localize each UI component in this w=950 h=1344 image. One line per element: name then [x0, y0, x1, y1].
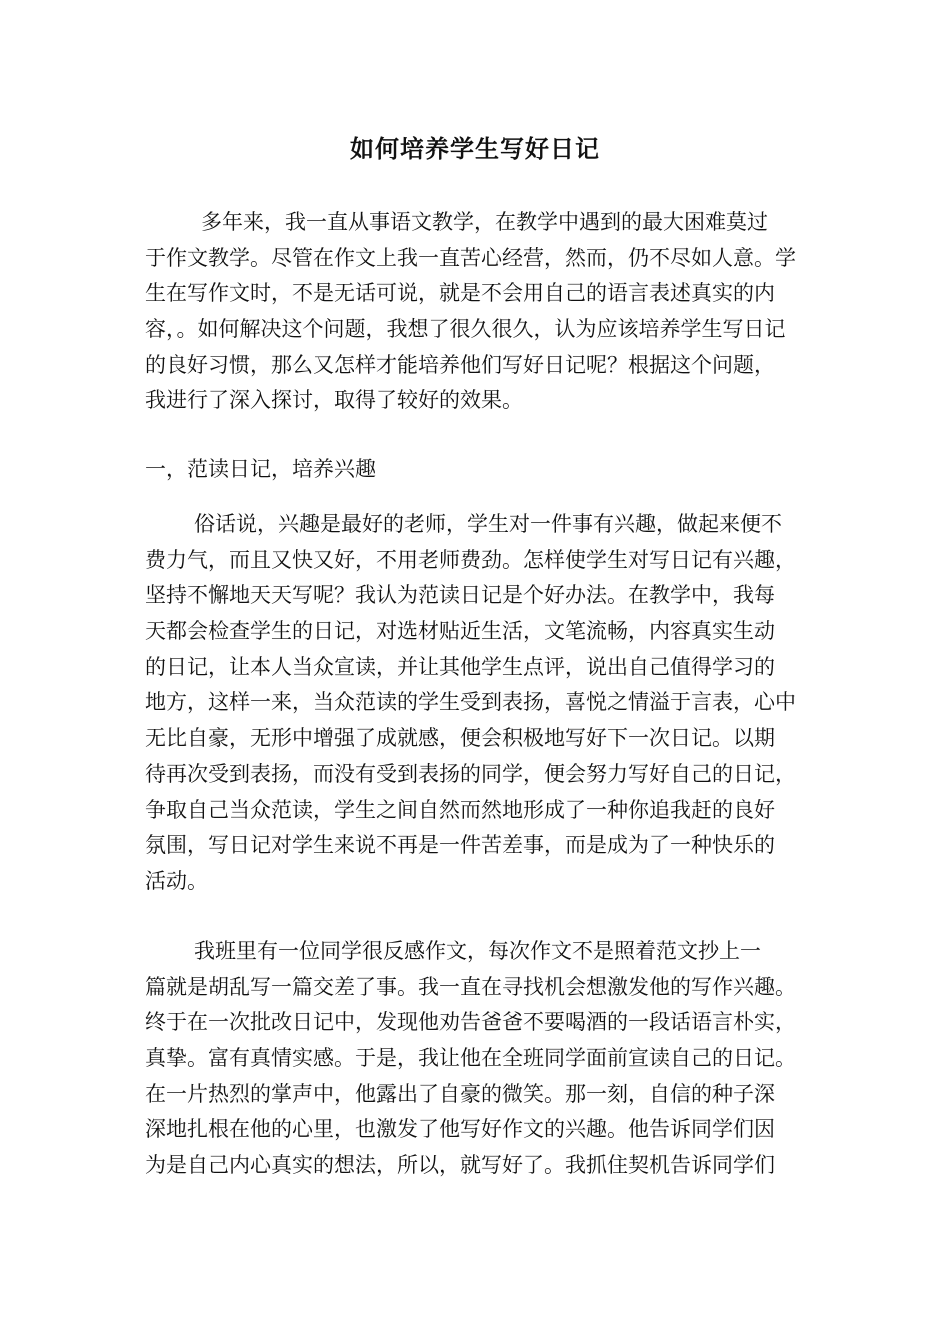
text-line: 真挚。富有真情实感。于是，我让他在全班同学面前宣读自己的日记。 [145, 1046, 796, 1071]
text-line: 生在写作文时，不是无话可说，就是不会用自己的语言表述真实的内 [145, 281, 775, 306]
document-title: 如何培养学生写好日记 [350, 134, 600, 163]
text-line: 篇就是胡乱写一篇交差了事。我一直在寻找机会想激发他的写作兴趣。 [145, 974, 796, 999]
text-line: 坚持不懈地天天写呢？我认为范读日记是个好办法。在教学中，我每 [145, 583, 775, 608]
body-paragraph-1 [145, 507, 817, 900]
body-paragraph-2 [145, 934, 817, 1184]
text-line: 天都会检查学生的日记，对选材贴近生活，文笔流畅，内容真实生动 [145, 619, 775, 644]
text-line: 俗话说，兴趣是最好的老师，学生对一件事有兴趣，做起来便不 [194, 512, 782, 536]
text-line: 的良好习惯，那么又怎样才能培养他们写好日记呢？根据这个问题， [145, 352, 775, 377]
text-line: 无比自豪，无形中增强了成就感，便会积极地写好下一次日记。以期 [145, 726, 775, 751]
text-line: 为是自己内心真实的想法，所以，就写好了。我抓住契机告诉同学们 [145, 1153, 775, 1178]
text-line: 的日记，让本人当众宣读，并让其他学生点评，说出自己值得学习的 [145, 654, 775, 679]
text-line: 活动。 [145, 868, 208, 893]
text-line: 我进行了深入探讨，取得了较好的效果。 [145, 388, 523, 413]
text-line: 在一片热烈的掌声中，他露出了自豪的微笑。那一刻，自信的种子深 [145, 1081, 775, 1106]
text-line: 费力气，而且又快又好，不用老师费劲。怎样使学生对写日记有兴趣， [145, 547, 796, 572]
text-line: 容，。如何解决这个问题，我想了很久很久，认为应该培养学生写日记 [145, 317, 786, 342]
text-line: 争取自己当众范读，学生之间自然而然地形成了一种你追我赶的良好 [145, 797, 775, 822]
text-line: 于作文教学。尽管在作文上我一直苦心经营，然而，仍不尽如人意。学 [145, 245, 796, 270]
intro-paragraph [145, 205, 817, 419]
text-line: 终于在一次批改日记中，发现他劝告爸爸不要喝酒的一段话语言朴实， [145, 1010, 796, 1035]
text-line: 地方，这样一来，当众范读的学生受到表扬，喜悦之情溢于言表，心中 [145, 690, 796, 715]
text-line: 多年来，我一直从事语文教学，在教学中遇到的最大困难莫过 [201, 210, 768, 234]
text-line: 深地扎根在他的心里，也激发了他写好作文的兴趣。他告诉同学们因 [145, 1117, 775, 1142]
text-line: 氛围，写日记对学生来说不再是一件苦差事，而是成为了一种快乐的 [145, 833, 775, 858]
section-heading: 一，范读日记，培养兴趣 [145, 457, 376, 481]
text-line: 待再次受到表扬，而没有受到表扬的同学，便会努力写好自己的日记， [145, 761, 796, 786]
text-line: 我班里有一位同学很反感作文，每次作文不是照着范文抄上一 [194, 939, 761, 963]
